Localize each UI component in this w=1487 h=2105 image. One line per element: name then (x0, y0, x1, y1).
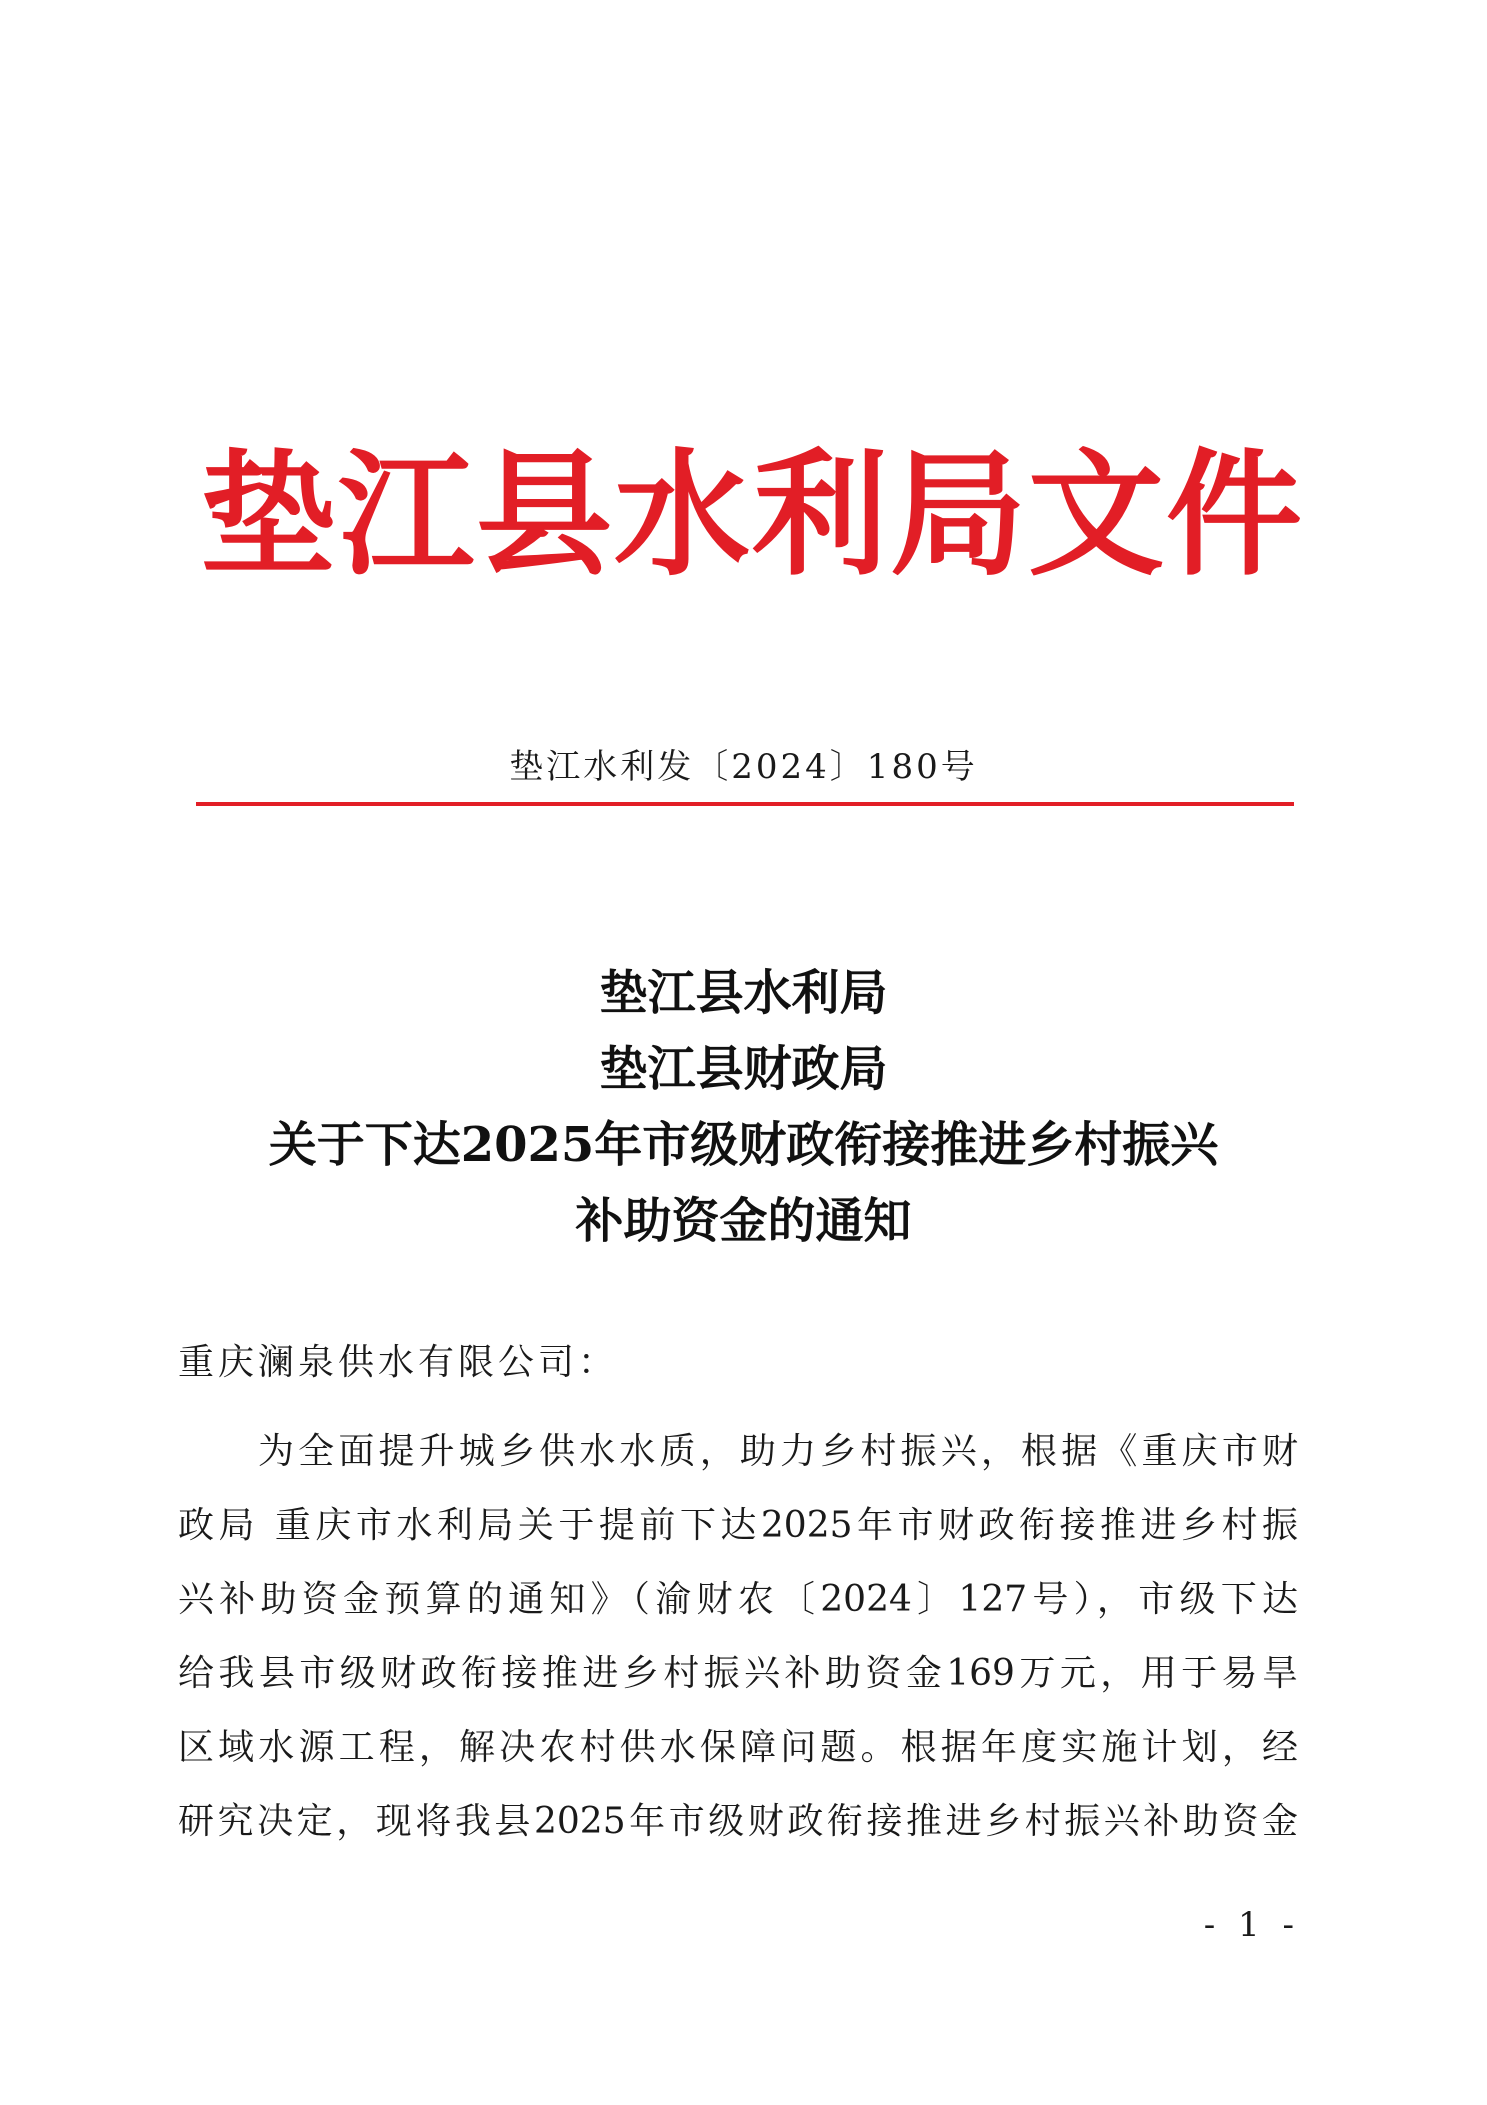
body-text (178, 1415, 1298, 1859)
notice-title (0, 955, 1487, 1259)
page-number: - 1 - (1203, 1905, 1300, 1945)
body-line: 研究决定，现将我县2025年市级财政衔接推进乡村振兴补助资金 (178, 1801, 1298, 1842)
document-header-title: 垫江县水利局文件 (200, 435, 1304, 595)
addressee: 重庆澜泉供水有限公司： (178, 1342, 619, 1383)
title-line-subject-end: 补助资金的通知 (575, 1193, 912, 1249)
title-line-issuer-2: 垫江县财政局 (599, 1041, 888, 1097)
document-number: 垫江水利发〔2024〕180号 (509, 747, 978, 787)
red-separator-line (196, 802, 1294, 806)
title-line-subject: 关于下达2025年市级财政衔接推进乡村振兴 (268, 1117, 1219, 1173)
title-line-issuer-1: 垫江县水利局 (599, 965, 888, 1021)
body-line: 为全面提升城乡供水水质，助力乡村振兴，根据《重庆市财 (258, 1431, 1298, 1472)
body-line: 政局 重庆市水利局关于提前下达2025年市财政衔接推进乡村振 (178, 1505, 1298, 1546)
body-line: 兴补助资金预算的通知》（渝财农〔2024〕127号），市级下达 (178, 1579, 1298, 1620)
body-line: 给我县市级财政衔接推进乡村振兴补助资金169万元，用于易旱 (178, 1653, 1298, 1694)
body-line: 区域水源工程，解决农村供水保障问题。根据年度实施计划，经 (178, 1727, 1298, 1768)
